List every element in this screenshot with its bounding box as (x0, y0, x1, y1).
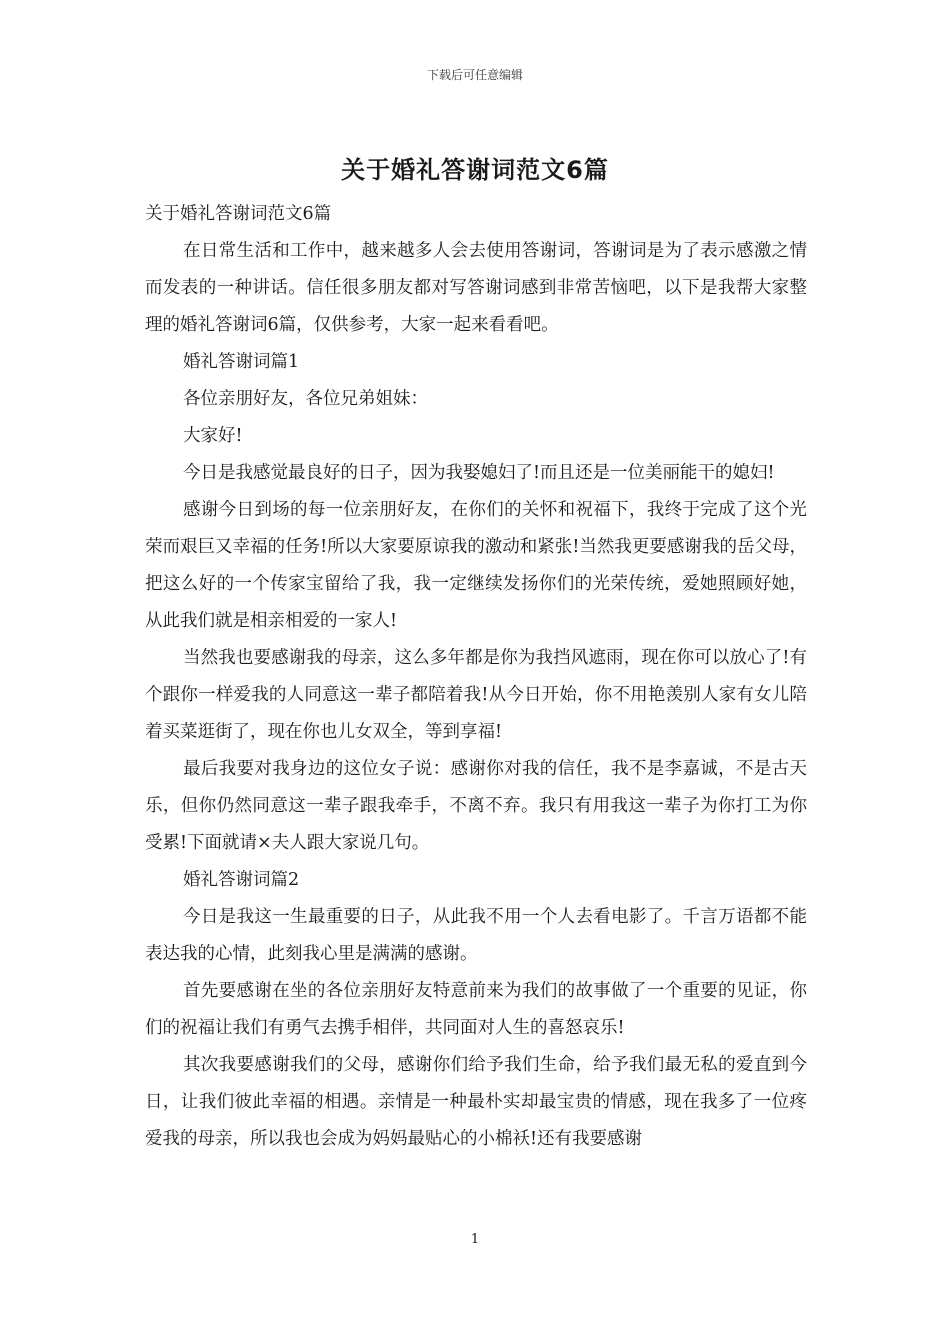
intro-paragraph: 在日常生活和工作中，越来越多人会去使用答谢词，答谢词是为了表示感激之情而发表的一种讲话。信任很多朋友都对写答谢词感到非常苦恼吧，以下是我帮大家整理的婚礼答谢词6篇，仅供参考，大家一起来看看吧。 (145, 241, 807, 335)
subtitle-line: 关于婚礼答谢词范文6篇 (145, 204, 332, 224)
salutation: 各位亲朋好友，各位兄弟姐妹： (183, 389, 428, 409)
document-title: 关于婚礼答谢词范文6篇 (341, 156, 609, 184)
document-body (145, 196, 807, 1158)
body-paragraph: 今日是我这一生最重要的日子，从此我不用一个人去看电影了。千言万语都不能表达我的心情，此刻我心里是满满的感谢。 (145, 907, 807, 964)
header-note: 下载后可任意编辑 (426, 68, 523, 82)
body-paragraph: 当然我也要感谢我的母亲，这么多年都是你为我挡风遮雨，现在你可以放心了!有个跟你一样爱我的人同意这一辈子都陪着我!从今日开始，你不用艳羡别人家有女儿陪着买菜逛街了，现在你也儿女双全，等到享福! (145, 648, 807, 742)
body-paragraph: 今日是我感觉最良好的日子，因为我娶媳妇了!而且还是一位美丽能干的媳妇! (183, 463, 775, 483)
body-paragraph: 感谢今日到场的每一位亲朋好友，在你们的关怀和祝福下，我终于完成了这个光荣而艰巨又幸福的任务!所以大家要原谅我的激动和紧张!当然我更要感谢我的岳父母，把这么好的一个传家宝留给了我，我一定继续发扬你们的光荣传统，爱她照顾好她，从此我们就是相亲相爱的一家人! (145, 500, 807, 631)
body-paragraph: 首先要感谢在坐的各位亲朋好友特意前来为我们的故事做了一个重要的见证，你们的祝福让我们有勇气去携手相伴，共同面对人生的喜怒哀乐! (145, 981, 807, 1038)
body-paragraph: 最后我要对我身边的这位女子说：感谢你对我的信任，我不是李嘉诚，不是古天乐，但你仍然同意这一辈子跟我牵手，不离不弃。我只有用我这一辈子为你打工为你受累!下面就请×夫人跟大家说几句。 (145, 759, 807, 853)
section-heading-1: 婚礼答谢词篇1 (183, 352, 300, 372)
greeting: 大家好! (183, 426, 243, 446)
page-number: 1 (470, 1232, 480, 1247)
section-heading-2: 婚礼答谢词篇2 (183, 870, 300, 890)
body-paragraph: 其次我要感谢我们的父母，感谢你们给予我们生命，给予我们最无私的爱直到今日，让我们彼此幸福的相遇。亲情是一种最朴实却最宝贵的情感，现在我多了一位疼爱我的母亲，所以我也会成为妈妈最贴心的小棉袄!还有我要感谢 (145, 1055, 807, 1149)
